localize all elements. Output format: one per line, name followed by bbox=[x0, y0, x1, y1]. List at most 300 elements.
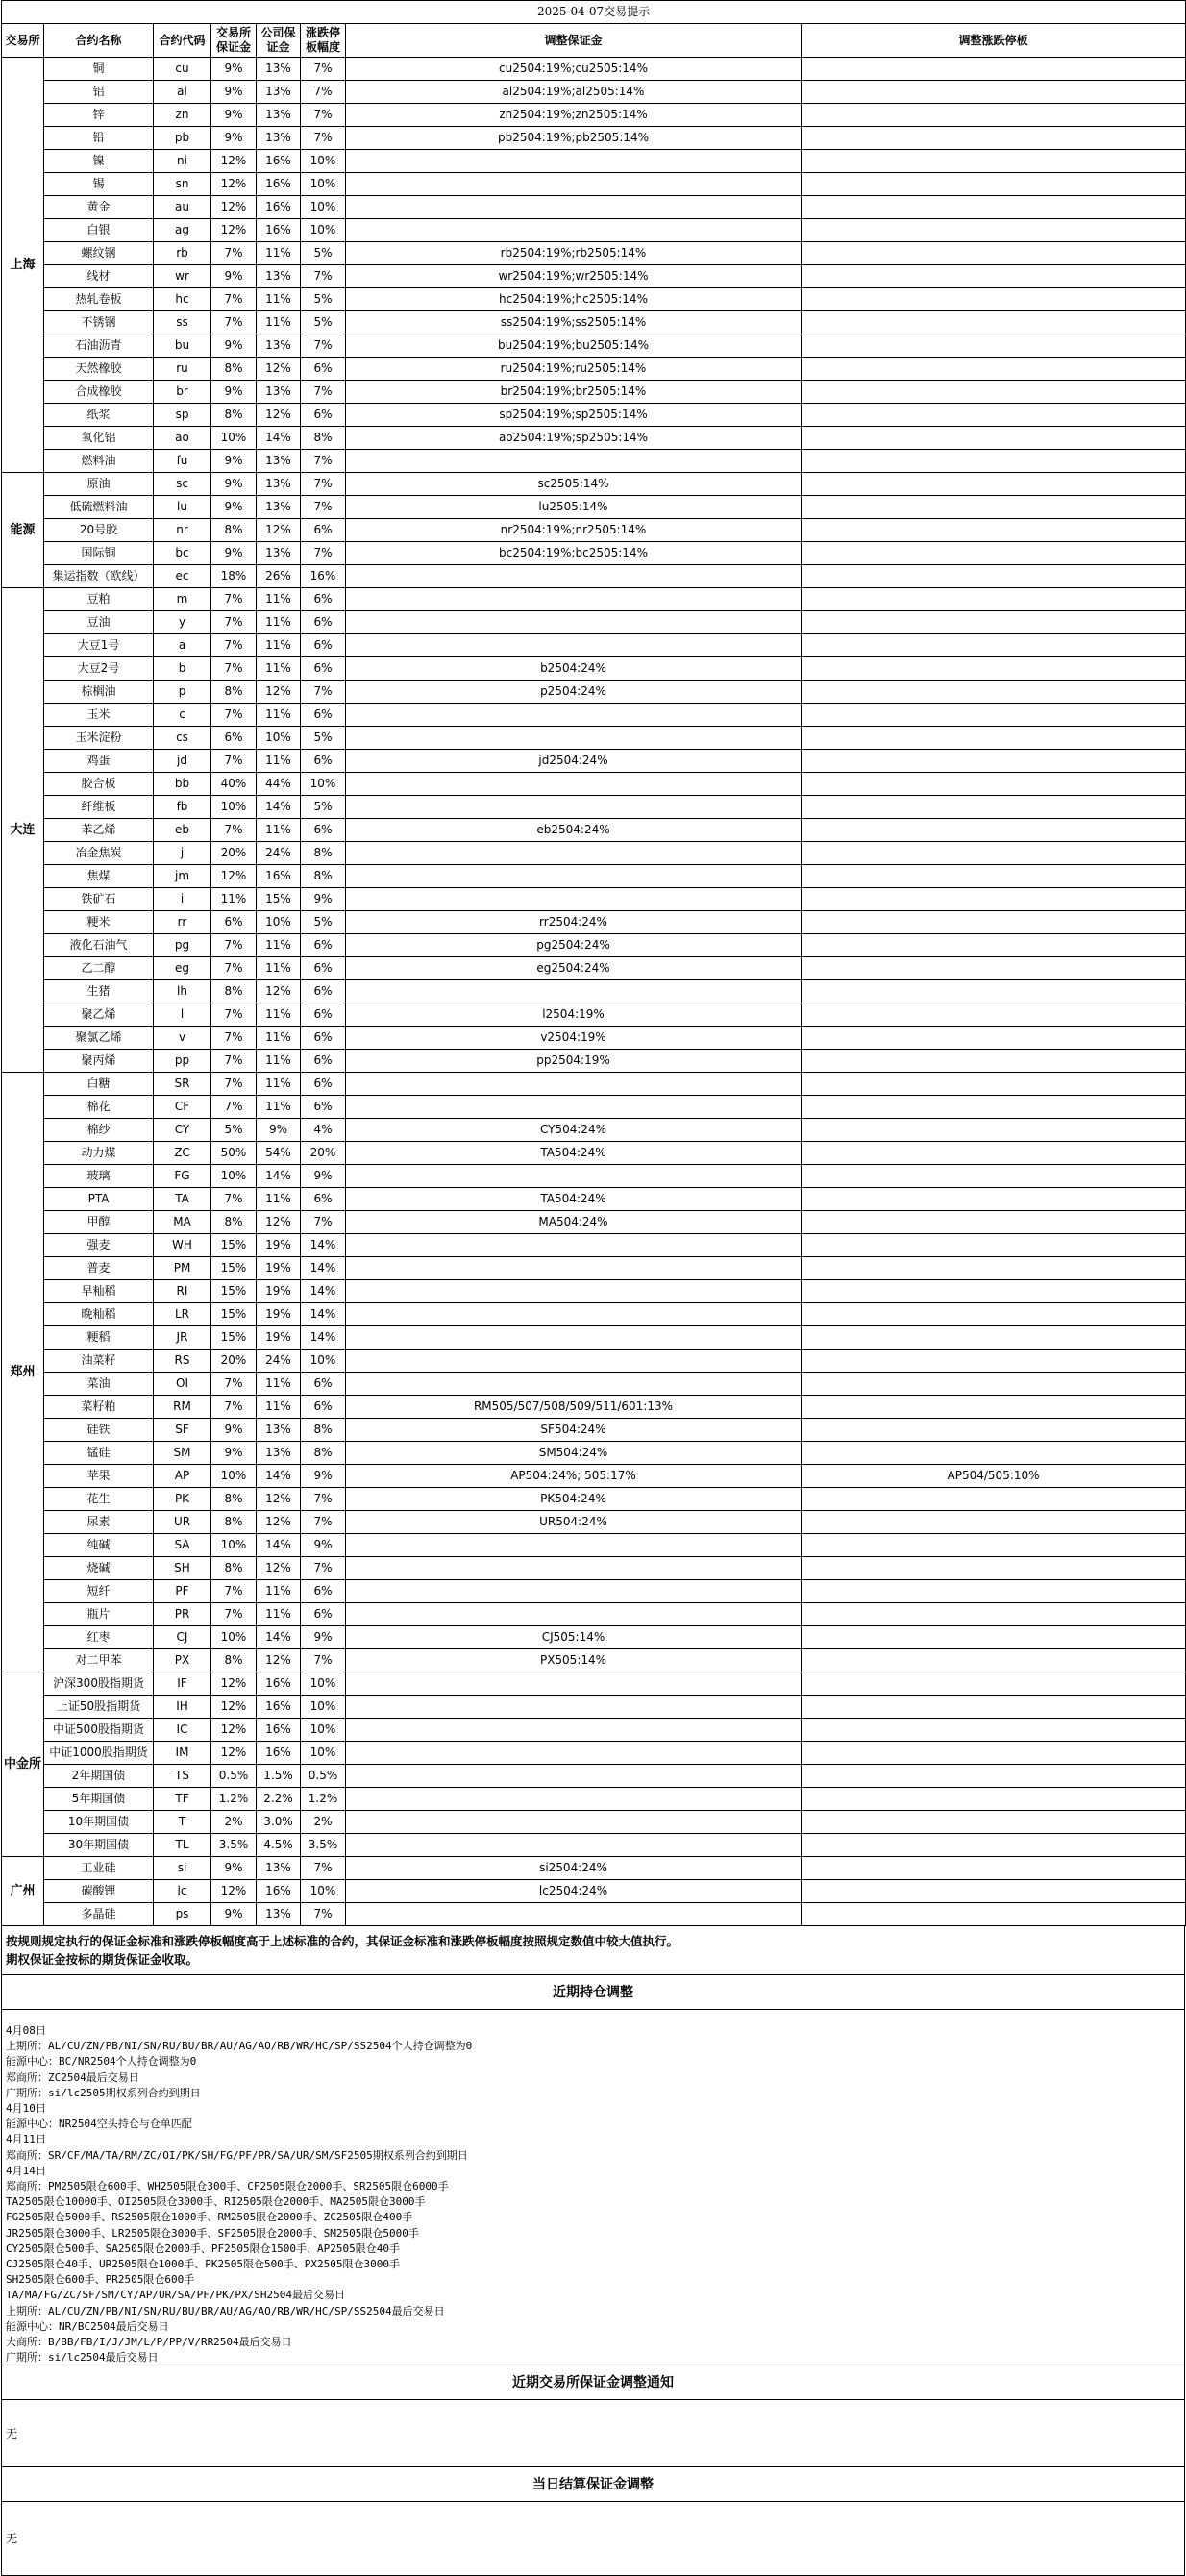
contract-name: 白银 bbox=[44, 219, 154, 242]
adjusted-limit bbox=[802, 819, 1186, 842]
company-margin: 11% bbox=[257, 934, 301, 957]
trading-notice-page bbox=[1, 0, 1185, 2576]
price-limit: 5% bbox=[301, 311, 346, 334]
adjusted-limit bbox=[802, 1857, 1186, 1880]
contract-name: 不锈钢 bbox=[44, 311, 154, 334]
exchange-margin: 9% bbox=[211, 81, 257, 104]
price-limit: 6% bbox=[301, 934, 346, 957]
exchange-margin: 0.5% bbox=[211, 1765, 257, 1788]
adjusted-limit bbox=[802, 1649, 1186, 1672]
adjusted-margin: hc2504:19%;hc2505:14% bbox=[346, 288, 802, 311]
adjusted-margin: MA504:24% bbox=[346, 1211, 802, 1234]
company-margin: 16% bbox=[257, 865, 301, 888]
price-limit: 8% bbox=[301, 427, 346, 450]
adjusted-margin: PX505:14% bbox=[346, 1649, 802, 1672]
contract-name: 油菜籽 bbox=[44, 1350, 154, 1373]
contract-code: jm bbox=[154, 865, 211, 888]
adjusted-margin bbox=[346, 1073, 802, 1096]
contract-name: 聚乙烯 bbox=[44, 1003, 154, 1027]
price-limit: 14% bbox=[301, 1257, 346, 1280]
adjusted-limit bbox=[802, 704, 1186, 727]
table-row bbox=[2, 842, 1186, 865]
position-line: 郑商所：ZC2504最后交易日 bbox=[6, 2070, 139, 2084]
price-limit: 14% bbox=[301, 1326, 346, 1350]
exchange-name: 上海 bbox=[2, 58, 44, 473]
contract-code: CJ bbox=[154, 1626, 211, 1649]
contract-name: 铁矿石 bbox=[44, 888, 154, 911]
adjusted-limit bbox=[802, 265, 1186, 288]
header-adjusted-limit: 调整涨跌停板 bbox=[802, 24, 1186, 58]
adjusted-limit bbox=[802, 288, 1186, 311]
company-margin: 12% bbox=[257, 980, 301, 1003]
page-title: 2025-04-07交易提示 bbox=[2, 1, 1186, 24]
contract-code: RI bbox=[154, 1280, 211, 1303]
adjusted-limit bbox=[802, 957, 1186, 980]
table-row bbox=[2, 242, 1186, 265]
exchange-margin: 12% bbox=[211, 1672, 257, 1696]
contract-code: RM bbox=[154, 1396, 211, 1419]
adjusted-limit bbox=[802, 1396, 1186, 1419]
table-row bbox=[2, 773, 1186, 796]
contract-name: 锌 bbox=[44, 104, 154, 127]
exchange-margin: 10% bbox=[211, 1465, 257, 1488]
company-margin: 19% bbox=[257, 1303, 301, 1326]
adjusted-limit bbox=[802, 1626, 1186, 1649]
contract-name: 粳稻 bbox=[44, 1326, 154, 1350]
adjusted-margin bbox=[346, 1903, 802, 1926]
adjusted-limit bbox=[802, 1326, 1186, 1350]
contract-code: j bbox=[154, 842, 211, 865]
company-margin: 11% bbox=[257, 311, 301, 334]
contract-code: ao bbox=[154, 427, 211, 450]
table-row bbox=[2, 1257, 1186, 1280]
exchange-margin: 6% bbox=[211, 727, 257, 750]
company-margin: 11% bbox=[257, 1603, 301, 1626]
price-limit: 6% bbox=[301, 1050, 346, 1073]
contract-name: 氧化铝 bbox=[44, 427, 154, 450]
adjusted-margin bbox=[346, 796, 802, 819]
company-margin: 12% bbox=[257, 1488, 301, 1511]
contract-code: lh bbox=[154, 980, 211, 1003]
company-margin: 16% bbox=[257, 219, 301, 242]
adjusted-limit bbox=[802, 196, 1186, 219]
company-margin: 11% bbox=[257, 588, 301, 611]
exchange-margin: 9% bbox=[211, 1442, 257, 1465]
adjusted-margin bbox=[346, 1672, 802, 1696]
adjusted-margin: bc2504:19%;bc2505:14% bbox=[346, 542, 802, 565]
price-limit: 10% bbox=[301, 1696, 346, 1719]
exchange-margin: 8% bbox=[211, 404, 257, 427]
adjusted-limit bbox=[802, 1073, 1186, 1096]
adjusted-margin: ao2504:19%;sp2505:14% bbox=[346, 427, 802, 450]
price-limit: 7% bbox=[301, 450, 346, 473]
contract-code: FG bbox=[154, 1165, 211, 1188]
contract-code: a bbox=[154, 634, 211, 657]
table-row bbox=[2, 1050, 1186, 1073]
contract-name: 铝 bbox=[44, 81, 154, 104]
contract-code: lc bbox=[154, 1880, 211, 1903]
table-row bbox=[2, 173, 1186, 196]
price-limit: 4% bbox=[301, 1119, 346, 1142]
adjusted-margin: bu2504:19%;bu2505:14% bbox=[346, 334, 802, 358]
exchange-margin: 8% bbox=[211, 1511, 257, 1534]
table-row bbox=[2, 1719, 1186, 1742]
contract-name: 胶合板 bbox=[44, 773, 154, 796]
exchange-margin: 8% bbox=[211, 681, 257, 704]
contract-code: ag bbox=[154, 219, 211, 242]
exchange-margin: 9% bbox=[211, 1857, 257, 1880]
exchange-margin: 8% bbox=[211, 980, 257, 1003]
company-margin: 19% bbox=[257, 1326, 301, 1350]
contract-code: CY bbox=[154, 1119, 211, 1142]
adjusted-margin: ss2504:19%;ss2505:14% bbox=[346, 311, 802, 334]
position-line: 4月11日 bbox=[6, 2133, 46, 2146]
exchange-margin: 20% bbox=[211, 842, 257, 865]
adjusted-limit bbox=[802, 1788, 1186, 1811]
contract-code: rr bbox=[154, 911, 211, 934]
contract-code: au bbox=[154, 196, 211, 219]
exchange-margin: 7% bbox=[211, 311, 257, 334]
price-limit: 7% bbox=[301, 381, 346, 404]
adjusted-limit bbox=[802, 150, 1186, 173]
adjusted-margin: eb2504:24% bbox=[346, 819, 802, 842]
exchange-margin: 12% bbox=[211, 1742, 257, 1765]
contract-code: sn bbox=[154, 173, 211, 196]
company-margin: 13% bbox=[257, 1857, 301, 1880]
header-code: 合约代码 bbox=[154, 24, 211, 58]
price-limit: 6% bbox=[301, 1096, 346, 1119]
contract-name: 短纤 bbox=[44, 1580, 154, 1603]
price-limit: 7% bbox=[301, 265, 346, 288]
contract-name: 玉米淀粉 bbox=[44, 727, 154, 750]
adjusted-margin: CJ505:14% bbox=[346, 1626, 802, 1649]
adjusted-limit bbox=[802, 242, 1186, 265]
table-row bbox=[2, 1188, 1186, 1211]
position-line: 能源中心：NR/BC2504最后交易日 bbox=[6, 2319, 169, 2333]
table-row bbox=[2, 588, 1186, 611]
exchange-margin: 7% bbox=[211, 1373, 257, 1396]
price-limit: 6% bbox=[301, 1073, 346, 1096]
contract-name: 国际铜 bbox=[44, 542, 154, 565]
adjusted-limit bbox=[802, 1303, 1186, 1326]
price-limit: 7% bbox=[301, 334, 346, 358]
adjusted-margin bbox=[346, 1742, 802, 1765]
contract-name: 30年期国债 bbox=[44, 1834, 154, 1857]
position-line: 能源中心：NR2504空头持仓与仓单匹配 bbox=[6, 2118, 192, 2131]
table-row bbox=[2, 1903, 1186, 1926]
adjusted-limit bbox=[802, 1903, 1186, 1926]
company-margin: 1.5% bbox=[257, 1765, 301, 1788]
contract-name: 苯乙烯 bbox=[44, 819, 154, 842]
adjusted-limit bbox=[802, 657, 1186, 681]
contract-code: IF bbox=[154, 1672, 211, 1696]
exchange-margin: 12% bbox=[211, 173, 257, 196]
price-limit: 6% bbox=[301, 1396, 346, 1419]
adjusted-limit bbox=[802, 358, 1186, 381]
adjusted-limit bbox=[802, 565, 1186, 588]
company-margin: 13% bbox=[257, 104, 301, 127]
table-row bbox=[2, 1880, 1186, 1903]
adjusted-margin: ru2504:19%;ru2505:14% bbox=[346, 358, 802, 381]
company-margin: 12% bbox=[257, 404, 301, 427]
price-limit: 3.5% bbox=[301, 1834, 346, 1857]
contract-name: 工业硅 bbox=[44, 1857, 154, 1880]
company-margin: 13% bbox=[257, 334, 301, 358]
contract-name: 纸浆 bbox=[44, 404, 154, 427]
exchange-margin: 10% bbox=[211, 1534, 257, 1557]
contract-name: 黄金 bbox=[44, 196, 154, 219]
adjusted-limit bbox=[802, 1142, 1186, 1165]
contract-name: 液化石油气 bbox=[44, 934, 154, 957]
table-row bbox=[2, 1142, 1186, 1165]
contract-name: 铜 bbox=[44, 58, 154, 81]
table-row bbox=[2, 1119, 1186, 1142]
company-margin: 14% bbox=[257, 1626, 301, 1649]
contract-code: RS bbox=[154, 1350, 211, 1373]
position-line: CY2505限仓500手、SA2505限仓2000手、PF2505限仓1500手、AP2505限仓40手 bbox=[6, 2242, 401, 2255]
table-row bbox=[2, 1326, 1186, 1350]
note-line: 按规则规定执行的保证金标准和涨跌停板幅度高于上述标准的合约，其保证金标准和涨跌停板幅度按照规定数值中较大值执行。 bbox=[6, 1934, 679, 1948]
company-margin: 14% bbox=[257, 1165, 301, 1188]
adjusted-limit bbox=[802, 381, 1186, 404]
company-margin: 16% bbox=[257, 1672, 301, 1696]
contract-code: SF bbox=[154, 1419, 211, 1442]
table-row bbox=[2, 1488, 1186, 1511]
company-margin: 16% bbox=[257, 1719, 301, 1742]
adjusted-limit bbox=[802, 1027, 1186, 1050]
company-margin: 54% bbox=[257, 1142, 301, 1165]
company-margin: 13% bbox=[257, 450, 301, 473]
contract-code: bc bbox=[154, 542, 211, 565]
adjusted-limit bbox=[802, 542, 1186, 565]
contract-name: 中证1000股指期货 bbox=[44, 1742, 154, 1765]
contract-name: 线材 bbox=[44, 265, 154, 288]
exchange-margin: 8% bbox=[211, 1211, 257, 1234]
table-row bbox=[2, 634, 1186, 657]
contract-name: 铅 bbox=[44, 127, 154, 150]
table-row bbox=[2, 427, 1186, 450]
adjusted-margin: v2504:19% bbox=[346, 1027, 802, 1050]
adjusted-margin bbox=[346, 980, 802, 1003]
contract-code: wr bbox=[154, 265, 211, 288]
adjusted-margin bbox=[346, 1788, 802, 1811]
adjusted-margin bbox=[346, 1696, 802, 1719]
note-line: 期权保证金按标的期货保证金收取。 bbox=[6, 1952, 199, 1967]
adjusted-limit bbox=[802, 1419, 1186, 1442]
company-margin: 11% bbox=[257, 1027, 301, 1050]
adjusted-margin: sp2504:19%;sp2505:14% bbox=[346, 404, 802, 427]
contract-code: jd bbox=[154, 750, 211, 773]
exchange-margin: 9% bbox=[211, 542, 257, 565]
contract-name: 对二甲苯 bbox=[44, 1649, 154, 1672]
table-row bbox=[2, 450, 1186, 473]
price-limit: 6% bbox=[301, 1188, 346, 1211]
adjusted-limit bbox=[802, 58, 1186, 81]
price-limit: 7% bbox=[301, 81, 346, 104]
company-margin: 11% bbox=[257, 1396, 301, 1419]
table-row bbox=[2, 542, 1186, 565]
contract-name: 冶金焦炭 bbox=[44, 842, 154, 865]
company-margin: 11% bbox=[257, 957, 301, 980]
exchange-margin: 7% bbox=[211, 1073, 257, 1096]
table-row bbox=[2, 1396, 1186, 1419]
position-adjustment-body bbox=[1, 2010, 1185, 2365]
margin-table bbox=[1, 0, 1186, 1926]
settlement-margin-body: 无 bbox=[1, 2502, 1185, 2576]
exchange-margin: 12% bbox=[211, 1880, 257, 1903]
price-limit: 6% bbox=[301, 634, 346, 657]
price-limit: 6% bbox=[301, 519, 346, 542]
header-company-margin: 公司保证金 bbox=[257, 24, 301, 58]
adjusted-margin bbox=[346, 1719, 802, 1742]
company-margin: 12% bbox=[257, 1649, 301, 1672]
contract-code: eb bbox=[154, 819, 211, 842]
position-line: SH2505限仓600手、PR2505限仓600手 bbox=[6, 2273, 195, 2287]
adjusted-margin: lc2504:24% bbox=[346, 1880, 802, 1903]
contract-code: rb bbox=[154, 242, 211, 265]
table-row bbox=[2, 704, 1186, 727]
adjusted-margin: eg2504:24% bbox=[346, 957, 802, 980]
contract-name: 中证500股指期货 bbox=[44, 1719, 154, 1742]
exchange-margin: 7% bbox=[211, 1188, 257, 1211]
adjusted-limit bbox=[802, 934, 1186, 957]
adjusted-limit bbox=[802, 334, 1186, 358]
contract-code: SR bbox=[154, 1073, 211, 1096]
table-row bbox=[2, 681, 1186, 704]
table-row bbox=[2, 1419, 1186, 1442]
price-limit: 6% bbox=[301, 957, 346, 980]
contract-name: 烧碱 bbox=[44, 1557, 154, 1580]
company-margin: 14% bbox=[257, 1534, 301, 1557]
contract-name: PTA bbox=[44, 1188, 154, 1211]
table-row bbox=[2, 1580, 1186, 1603]
price-limit: 10% bbox=[301, 219, 346, 242]
contract-code: PM bbox=[154, 1257, 211, 1280]
contract-name: 2年期国债 bbox=[44, 1765, 154, 1788]
contract-code: SA bbox=[154, 1534, 211, 1557]
contract-name: 动力煤 bbox=[44, 1142, 154, 1165]
exchange-margin: 50% bbox=[211, 1142, 257, 1165]
contract-code: i bbox=[154, 888, 211, 911]
table-row bbox=[2, 196, 1186, 219]
contract-name: 10年期国债 bbox=[44, 1811, 154, 1834]
price-limit: 10% bbox=[301, 1742, 346, 1765]
exchange-name: 能源 bbox=[2, 473, 44, 588]
adjusted-margin: br2504:19%;br2505:14% bbox=[346, 381, 802, 404]
adjusted-limit bbox=[802, 404, 1186, 427]
price-limit: 8% bbox=[301, 865, 346, 888]
contract-code: PX bbox=[154, 1649, 211, 1672]
contract-code: SH bbox=[154, 1557, 211, 1580]
exchange-margin: 8% bbox=[211, 1557, 257, 1580]
price-limit: 7% bbox=[301, 1211, 346, 1234]
price-limit: 5% bbox=[301, 796, 346, 819]
contract-code: fb bbox=[154, 796, 211, 819]
exchange-margin: 20% bbox=[211, 1350, 257, 1373]
adjusted-margin: pg2504:24% bbox=[346, 934, 802, 957]
adjusted-limit bbox=[802, 1280, 1186, 1303]
exchange-name: 大连 bbox=[2, 588, 44, 1073]
contract-name: 甲醇 bbox=[44, 1211, 154, 1234]
contract-name: 20号胶 bbox=[44, 519, 154, 542]
company-margin: 11% bbox=[257, 657, 301, 681]
adjusted-margin bbox=[346, 196, 802, 219]
adjusted-limit bbox=[802, 980, 1186, 1003]
adjusted-margin bbox=[346, 865, 802, 888]
exchange-margin: 18% bbox=[211, 565, 257, 588]
price-limit: 9% bbox=[301, 1165, 346, 1188]
exchange-margin: 9% bbox=[211, 1419, 257, 1442]
contract-name: 晚籼稻 bbox=[44, 1303, 154, 1326]
company-margin: 44% bbox=[257, 773, 301, 796]
contract-code: MA bbox=[154, 1211, 211, 1234]
table-row bbox=[2, 1857, 1186, 1880]
header-exchange: 交易所 bbox=[2, 24, 44, 58]
adjusted-margin: lu2505:14% bbox=[346, 496, 802, 519]
adjusted-limit bbox=[802, 1188, 1186, 1211]
adjusted-limit bbox=[802, 773, 1186, 796]
contract-code: SM bbox=[154, 1442, 211, 1465]
table-row bbox=[2, 1442, 1186, 1465]
exchange-margin: 7% bbox=[211, 704, 257, 727]
price-limit: 10% bbox=[301, 150, 346, 173]
adjusted-limit bbox=[802, 173, 1186, 196]
contract-name: 5年期国债 bbox=[44, 1788, 154, 1811]
price-limit: 8% bbox=[301, 842, 346, 865]
contract-code: hc bbox=[154, 288, 211, 311]
table-row bbox=[2, 1211, 1186, 1234]
exchange-margin: 9% bbox=[211, 334, 257, 358]
table-row bbox=[2, 58, 1186, 81]
contract-name: 尿素 bbox=[44, 1511, 154, 1534]
company-margin: 11% bbox=[257, 1096, 301, 1119]
contract-code: ec bbox=[154, 565, 211, 588]
exchange-name: 郑州 bbox=[2, 1073, 44, 1672]
adjusted-margin: SM504:24% bbox=[346, 1442, 802, 1465]
margin-notice-body: 无 bbox=[1, 2400, 1185, 2467]
contract-name: 螺纹钢 bbox=[44, 242, 154, 265]
position-line: CJ2505限仓40手、UR2505限仓1000手、PK2505限仓500手、PX2505限仓3000手 bbox=[6, 2258, 401, 2271]
company-margin: 13% bbox=[257, 265, 301, 288]
exchange-margin: 12% bbox=[211, 1719, 257, 1742]
adjusted-margin: wr2504:19%;wr2505:14% bbox=[346, 265, 802, 288]
exchange-margin: 15% bbox=[211, 1326, 257, 1350]
contract-code: JR bbox=[154, 1326, 211, 1350]
table-row bbox=[2, 911, 1186, 934]
price-limit: 6% bbox=[301, 980, 346, 1003]
contract-code: b bbox=[154, 657, 211, 681]
company-margin: 9% bbox=[257, 1119, 301, 1142]
exchange-margin: 8% bbox=[211, 1488, 257, 1511]
adjusted-margin: TA504:24% bbox=[346, 1188, 802, 1211]
price-limit: 6% bbox=[301, 1373, 346, 1396]
contract-name: 沪深300股指期货 bbox=[44, 1672, 154, 1696]
adjusted-margin: si2504:24% bbox=[346, 1857, 802, 1880]
adjusted-margin bbox=[346, 1603, 802, 1626]
adjusted-limit bbox=[802, 1742, 1186, 1765]
adjusted-margin bbox=[346, 888, 802, 911]
adjusted-margin: pp2504:19% bbox=[346, 1050, 802, 1073]
exchange-margin: 9% bbox=[211, 265, 257, 288]
contract-name: 硅铁 bbox=[44, 1419, 154, 1442]
adjusted-limit bbox=[802, 681, 1186, 704]
contract-name: 热轧卷板 bbox=[44, 288, 154, 311]
company-margin: 24% bbox=[257, 842, 301, 865]
exchange-margin: 10% bbox=[211, 1626, 257, 1649]
exchange-margin: 12% bbox=[211, 196, 257, 219]
company-margin: 2.2% bbox=[257, 1788, 301, 1811]
position-line: 上期所：AL/CU/ZN/PB/NI/SN/RU/BU/BR/AU/AG/AO/RB/WR/HC/SP/SS2504最后交易日 bbox=[6, 2304, 445, 2317]
